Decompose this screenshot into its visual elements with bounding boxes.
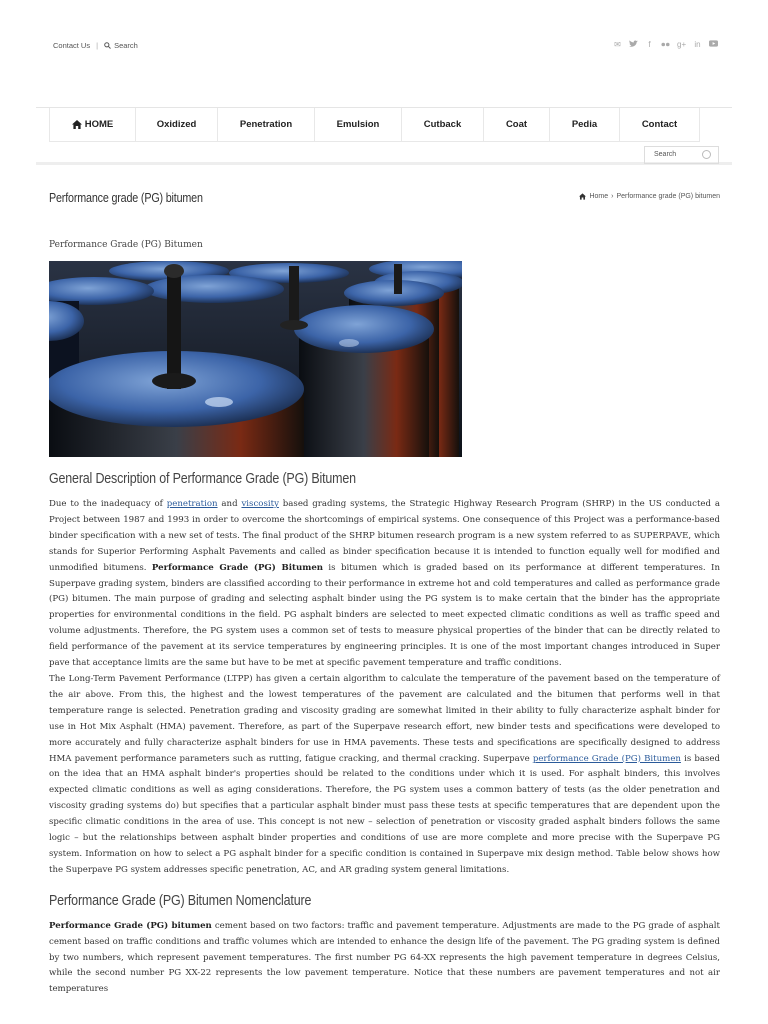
breadcrumb-home-link[interactable]: Home — [589, 193, 609, 200]
contact-us-link[interactable]: Contact Us — [53, 41, 91, 50]
nav-item-pedia[interactable] — [549, 108, 619, 142]
search-icon — [702, 150, 711, 159]
nav-penetration-label: Penetration — [239, 119, 293, 130]
p1-text-b: and — [217, 499, 242, 509]
viscosity-link[interactable]: viscosity — [241, 499, 279, 509]
main-nav — [49, 108, 700, 142]
flickr-icon[interactable] — [661, 40, 670, 49]
nav-cutback-label: Cutback — [423, 119, 462, 130]
nav-item-cutback[interactable] — [401, 108, 483, 142]
home-icon — [579, 193, 586, 200]
p1-text-d: is bitumen which is graded based on its performance at different temperatures. In Superpave grading system, binders are classified according to their performance in extreme hot and cold temperatures and called as performance grade (PG) bitumen. The main purpose of grading and selecting asphalt binder using the PG system is to make certain that the binder has the appropriate properties for environmental conditions in the field. PG asphalt binders are selected to meet expected climatic conditions as well as traffic speed and volume adjustments. Therefore, the PG system uses a common set of tests to measure physical properties of the binder that can be directly related to field performance of the pavement at its service temperatures by engineering principles. It is one of the most important changes introduced in Super pave that acceptance limits are the same but have to be met at specific pavement temperature and traffic conditions. — [49, 562, 720, 669]
article-subheading: Performance Grade (PG) Bitumen — [49, 240, 203, 250]
linkedin-icon[interactable]: in — [694, 40, 701, 49]
p2-text-b: is based on the idea that an HMA asphalt binder's properties should be related to the conditions under which it is used. For asphalt binders, this involves expected climatic conditions as well as aging considerations. Therefore, the PG system uses a common battery of tests (as the older penetration and viscosity grading systems do) but specifies that a particular asphalt binder must pass these tests at specific temperatures that are dependent upon the specific climatic conditions in the area of use. This concept is not new – selection of penetration or viscosity graded asphalt binders follows the same logic – but the relationships between asphalt binder properties and conditions of use are more complete and more precise with the Superpave PG system. Information on how to select a PG asphalt binder for a specific condition is contained in Superpave mix design method. Table below shows how the Superpave PG system addresses specific penetration, AC, and AR grading system general limitations. — [49, 753, 721, 875]
page-title: Performance grade (PG) bitumen — [49, 191, 203, 205]
mail-icon[interactable]: ✉ — [614, 40, 621, 49]
performance-grade-link[interactable]: performance Grade (PG) Bitumen — [532, 753, 681, 764]
home-icon — [72, 120, 82, 129]
nav-item-oxidized[interactable] — [135, 108, 217, 142]
nav-oxidized-label: Oxidized — [156, 119, 197, 130]
paragraph-nomenclature — [49, 919, 720, 999]
nav-item-emulsion[interactable] — [314, 108, 401, 142]
p1-bold-term: Performance Grade (PG) Bitumen — [151, 562, 324, 573]
social-icons — [613, 40, 718, 49]
p2-text-a: The Long-Term Pavement Performance (LTPP) has given a certain algorithm to calculate the temperature of the pavement based on the temperature of the air above. From this, the highest and the lowest temperatures of the pavement are calculated and the bitumen that performs well in that temperature range is selected. Penetration grading and viscosity grading are somewhat limited in their ability to fully characterize asphalt binder for use in Hot Mix Asphalt (HMA) pavement. Therefore, as part of the Superpave research effort, new binder tests and specifications were developed to more accurately and fully characterize asphalt binders for use in HMA pavements. These tests and specifications are specifically designed to address HMA pavement performance parameters such as rutting, fatigue cracking, and thermal cracking. Superpave — [49, 673, 720, 764]
nav-pedia-label: Pedia — [571, 119, 598, 130]
section-title-nomenclature: Performance Grade (PG) Bitumen Nomenclature — [49, 892, 312, 909]
article-content — [49, 240, 720, 998]
googleplus-icon[interactable]: g+ — [677, 40, 687, 49]
nav-emulsion-label: Emulsion — [336, 119, 380, 130]
top-bar — [0, 0, 768, 105]
youtube-icon[interactable] — [709, 40, 718, 49]
bitumen-barrels-image — [49, 261, 462, 457]
paragraph-intro — [49, 497, 720, 672]
nav-search-input[interactable] — [644, 146, 719, 164]
breadcrumb — [579, 193, 720, 200]
nav-contact-label: Contact — [641, 119, 678, 130]
breadcrumb-separator: › — [611, 193, 614, 200]
top-search-label: Search — [114, 41, 138, 50]
top-search[interactable] — [104, 41, 138, 50]
p3-bold-term: Performance Grade (PG) bitumen — [49, 920, 212, 931]
nav-item-penetration[interactable] — [217, 108, 314, 142]
nav-search-placeholder: Search — [654, 151, 677, 158]
penetration-link[interactable]: penetration — [166, 499, 218, 509]
nav-home-label: HOME — [84, 119, 114, 130]
p3-text-a: cement based on two factors: traffic and pavement temperature. Adjustments are made to the PG grade of asphalt cement based on traffic conditions and traffic volumes which are intended to enhance the design life of the pavement. The PG grading system is defined by two numbers, which represent pavement temperatures. The first number PG 64-XX represents the high pavement temperature in degrees Celsius, while the second number PG XX-22 represents the low pavement temperature. Notice that these numbers are pavement temperatures and not air temperatures — [49, 920, 721, 995]
nav-item-contact[interactable] — [619, 108, 700, 142]
paragraph-ltpp — [49, 672, 720, 879]
main-nav-bar — [36, 107, 732, 165]
top-links — [53, 41, 138, 50]
breadcrumb-current: Performance grade (PG) bitumen — [616, 193, 720, 200]
nav-coat-label: Coat — [505, 119, 528, 130]
top-separator: | — [96, 41, 99, 50]
p1-text-a: Due to the inadequacy of — [49, 499, 167, 509]
twitter-icon[interactable] — [629, 40, 638, 49]
page-header — [49, 191, 720, 205]
section-title-general-description: General Description of Performance Grade (PG) Bitumen — [49, 471, 356, 487]
p1-text-c: based grading systems, the Strategic Highway Research Program (SHRP) in the US conducted a Project between 1987 and 1993 in order to overcome the shortcomings of empirical systems. One consequence of this Project was a performance-based binder specification with a new set of tests. The final product of the SHRP bitumen research program is a new system referred to as SUPERPAVE, which stands for Superior Performing Asphalt Pavements and called as binder specification because it is intended to function equally well for modified and unmodified bitumens. — [49, 499, 721, 573]
nav-item-home[interactable] — [49, 108, 135, 142]
search-icon — [104, 42, 111, 49]
facebook-icon[interactable]: f — [648, 40, 651, 49]
nav-item-coat[interactable] — [483, 108, 549, 142]
